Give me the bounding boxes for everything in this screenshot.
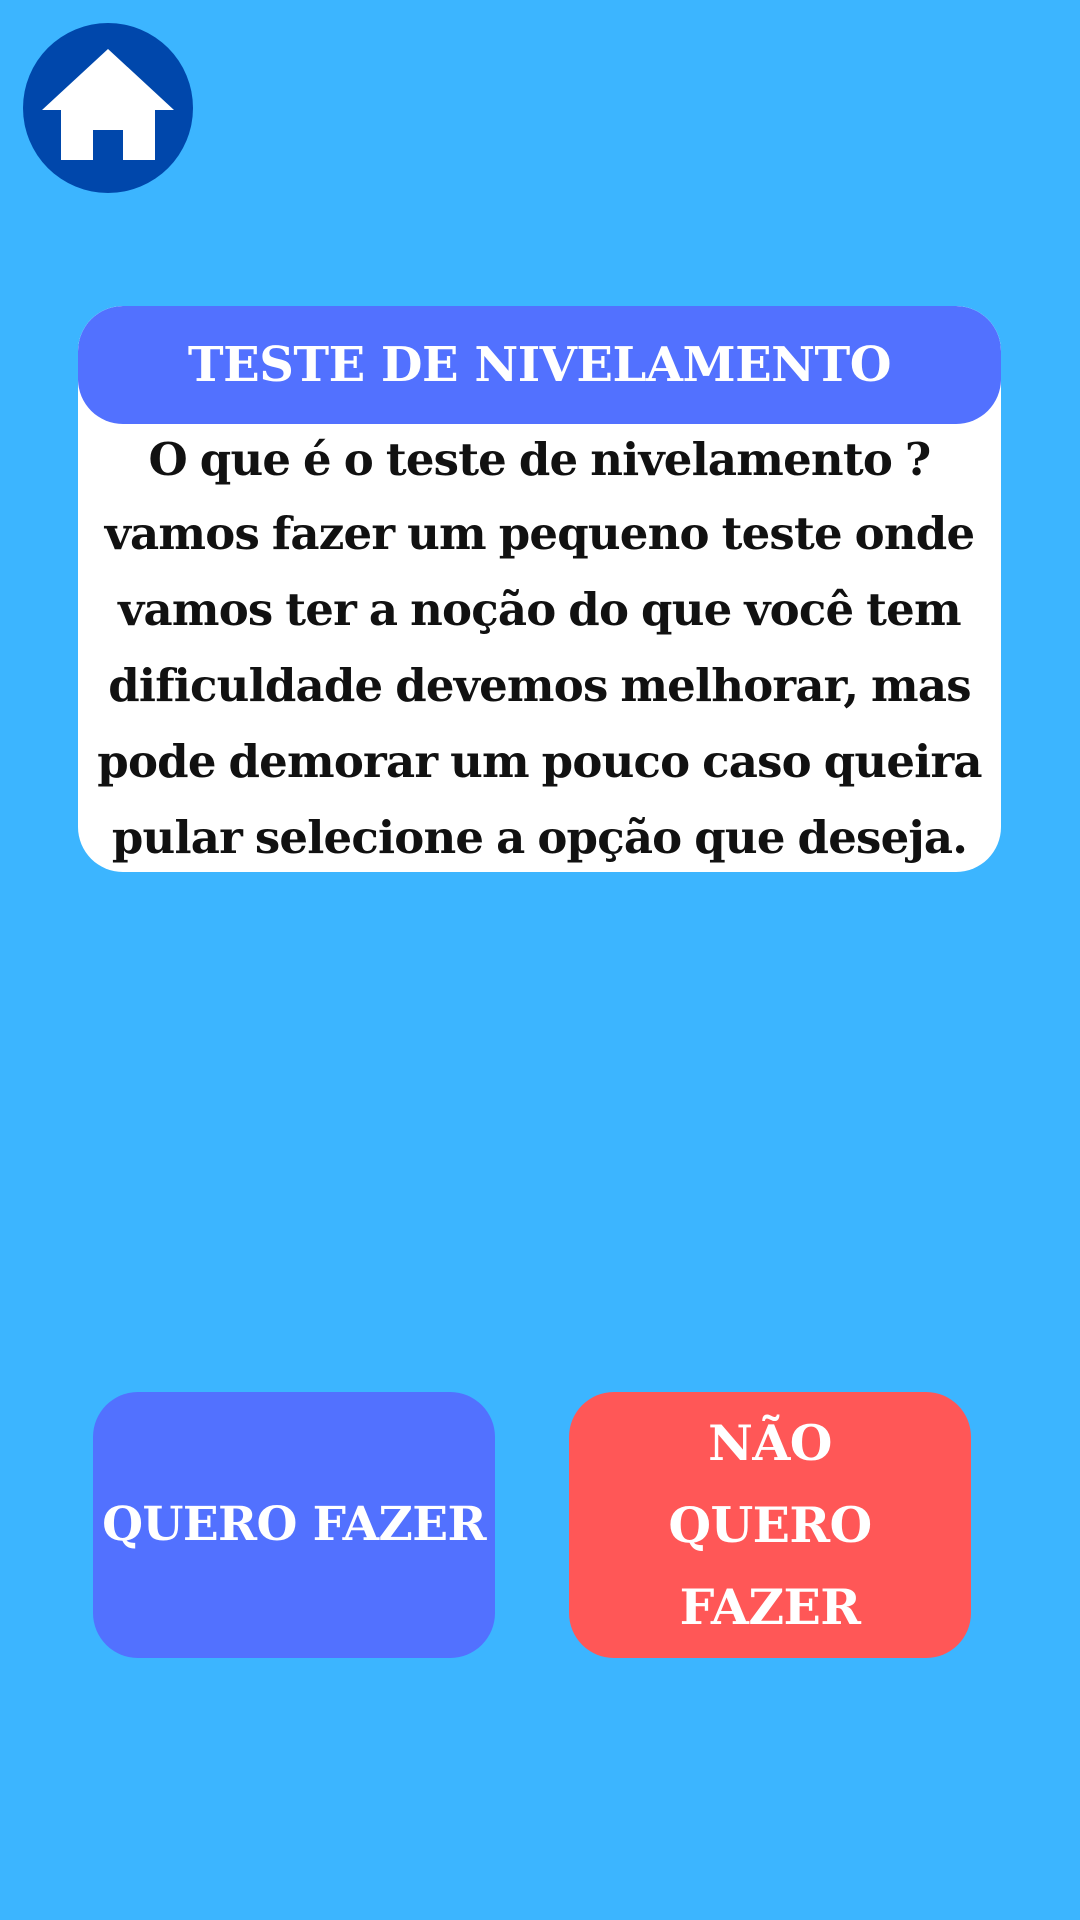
accept-test-button[interactable]: QUERO FAZER bbox=[93, 1392, 495, 1658]
info-description: vamos fazer um pequeno teste onde vamos ter a noção do que você tem dificuldade devemos melhorar, mas pode demorar um pouco caso queira pular selecione a opção que deseja. bbox=[97, 507, 982, 864]
info-card-body bbox=[86, 428, 993, 872]
info-card-header bbox=[78, 306, 1001, 424]
info-question: O que é o teste de nivelamento ? bbox=[148, 433, 931, 486]
info-card bbox=[78, 306, 1001, 872]
page-title: TESTE DE NIVELAMENTO bbox=[187, 337, 892, 393]
decline-test-button[interactable]: NÃO QUERO FAZER bbox=[569, 1392, 971, 1658]
home-button[interactable] bbox=[23, 23, 193, 193]
home-icon bbox=[23, 23, 193, 193]
